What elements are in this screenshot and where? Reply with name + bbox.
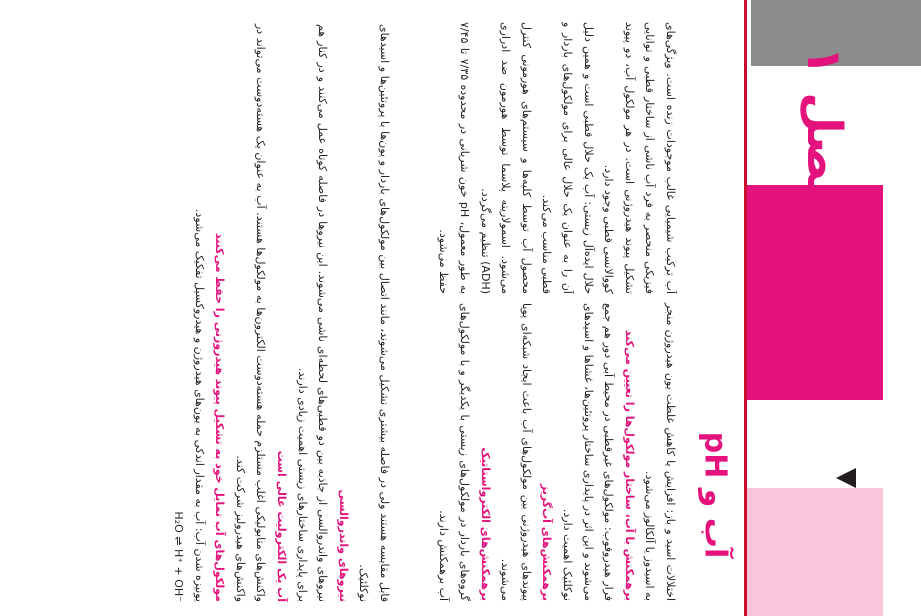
chapter-heading bbox=[779, 46, 869, 214]
section-title bbox=[685, 420, 745, 570]
subheading: برهمکنش با آب، ساختار مولکول‌ها را تعیین می‌کند bbox=[622, 329, 636, 601]
section-title-text: آب و pH bbox=[697, 431, 733, 559]
text-column-left bbox=[70, 22, 395, 604]
chapter-heading-text: فصل ۱ bbox=[796, 46, 852, 214]
chapter-magenta-block bbox=[747, 185, 883, 400]
subheading: مولکول‌های آب تمایل خود به تشکیل پیوند هیدروژنی را حفظ می‌کنند bbox=[212, 232, 226, 602]
paragraph: به طور معمول، pH خون شریانی در محدوده ۷/۳۵ تا ۷/۴۵ حفظ می‌شود. bbox=[437, 22, 472, 294]
paragraph: گروه‌های باردار در مولکول‌های زیستی با یکدیگر و با مولکول‌های آب برهمکنش دارند. bbox=[437, 303, 472, 601]
equation: H₂O ⇌ H⁺ + OH⁻ bbox=[171, 511, 185, 602]
subheading: نیروهای واندروالسی bbox=[336, 489, 350, 602]
paragraph: نیروهای واندروالسی از جاذبه بین دو قطبی‌های لحظه‌ای ناشی می‌شوند. این نیروها در فاصله کوتاه عمل می‌کنند و در کنار هم برای پایداری ساختارهای زیستی اهمیت زیادی دارند. bbox=[295, 24, 329, 602]
paragraph: حلال ایده‌آل زیستی: آب یک حلال قطبی است و همین دلیل آن را به عنوان یک حلال عالی برای مولکول‌های باردار و قطبی مناسب می‌کند. bbox=[540, 22, 595, 294]
paragraph: آب ترکیب شیمیایی غالب موجودات زنده است. ویژگی‌های فیزیکی منحصر به فرد آب ناشی از ساختار قطبی و توانایی تشکیل پیوند هیدروژنی است. در هر مولکول آب، دو پیوند کووالانسی قطبی وجود دارد. bbox=[602, 22, 677, 294]
text-column-right-bottom bbox=[404, 302, 680, 602]
black-triangle-marker bbox=[836, 468, 856, 488]
paragraph: واکنش‌های متابولیکی اغلب مستلزم حمله هسته‌دوست الکترون‌ها به مولکول‌ها هستند. آب به عنوان یک هسته‌دوست می‌تواند در واکنش‌های هیدرولیز شرکت کند. bbox=[233, 24, 267, 602]
paragraph: یونیزه شدن آب: آب به مقدار اندکی به یون‌های هیدروژن و هیدروکسیل تفکیک می‌شود. bbox=[192, 208, 206, 602]
paragraph: قابل مقایسه هستند ولی در فاصله بیشتری تشکیل می‌شوند، مانند اتصال بین مولکول‌های باردار و یون‌ها با پروتئین‌ها و اسیدهای نوکلئیک. bbox=[356, 24, 391, 602]
subheading: برهمکنش‌های الکترواستاتیک bbox=[478, 447, 492, 601]
subheading: برهمکنش‌های آب‌گریز bbox=[540, 483, 554, 601]
section-pink-block bbox=[747, 488, 883, 616]
text-column-right-top bbox=[404, 22, 680, 294]
paragraph: پیوندهای هیدروژنی بین مولکول‌های آب باعث ایجاد شبکه‌ای پویا می‌شوند. bbox=[499, 303, 533, 601]
paragraph: فرار هیدروفوب: مولکول‌های غیرقطبی در محیط آبی دور هم جمع می‌شوند و این اثر در پایداری ساختار پروتئین‌ها، غشاها و اسیدهای نوکلئیک اهمیت دارد. bbox=[561, 303, 616, 601]
paragraph: محصول آب توسط کلیه‌ها و سیستم‌های هورمونی کنترل می‌شود. اسمولاریته پلاسما توسط هورمون ضد ادراری (ADH) تنظیم می‌گردد. bbox=[478, 22, 533, 294]
subheading: آب یک الکترولیت عالی است bbox=[274, 450, 288, 602]
paragraph: اختلالات اسید و باز: افزایش یا کاهش غلظت یون هیدروژن منجر به اسیدوز یا آلکالوز می‌شود. bbox=[643, 303, 677, 601]
